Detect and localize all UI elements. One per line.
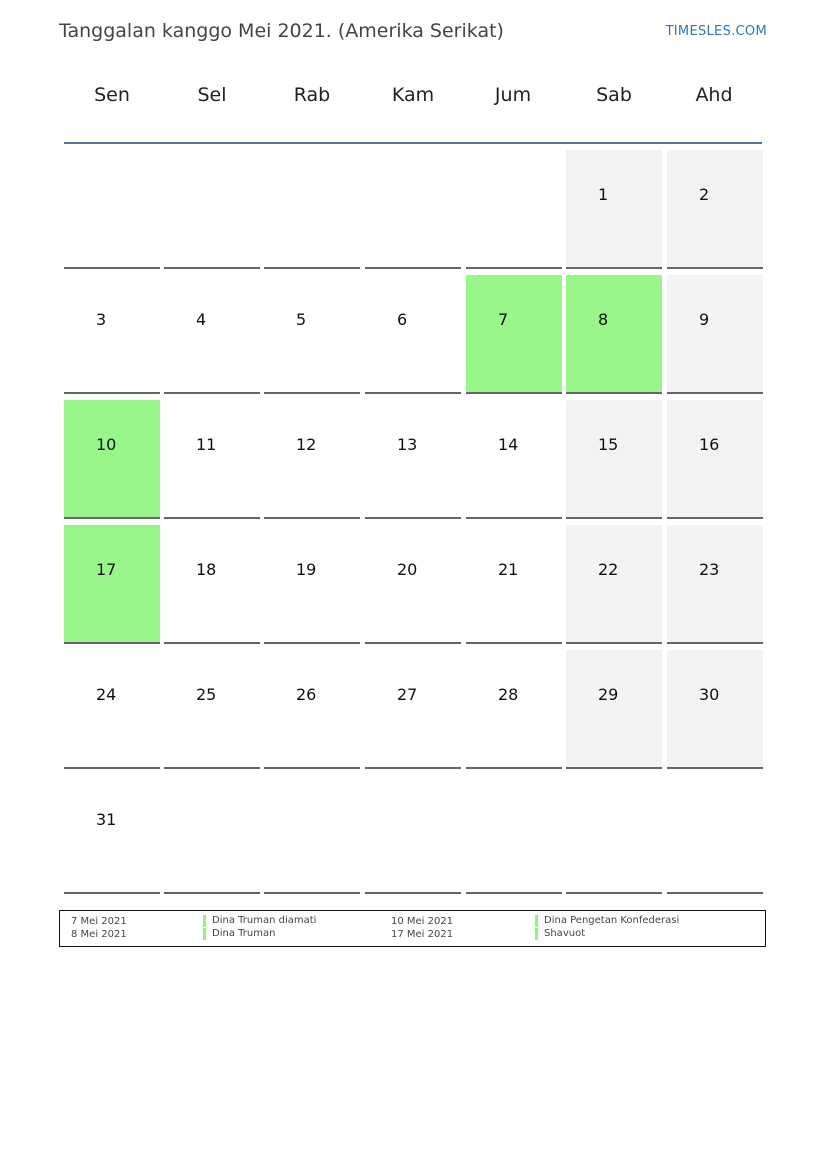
day-number: 11 bbox=[196, 435, 217, 454]
day-cell[interactable] bbox=[667, 275, 763, 394]
day-cell[interactable] bbox=[667, 650, 763, 769]
day-number: 20 bbox=[397, 560, 418, 579]
weekday-label: Kam bbox=[391, 84, 435, 106]
day-cell[interactable] bbox=[566, 400, 662, 519]
empty-day-cell bbox=[264, 775, 360, 894]
day-cell[interactable] bbox=[264, 525, 360, 644]
day-number: 8 bbox=[598, 310, 609, 329]
day-number: 24 bbox=[96, 685, 117, 704]
empty-day-cell bbox=[64, 150, 160, 269]
day-cell[interactable] bbox=[365, 650, 461, 769]
empty-day-cell bbox=[667, 775, 763, 894]
legend-holiday-name: Dina Truman bbox=[203, 928, 275, 940]
day-number: 7 bbox=[498, 310, 509, 329]
empty-day-cell bbox=[466, 775, 562, 894]
day-number: 28 bbox=[498, 685, 519, 704]
day-cell[interactable] bbox=[466, 400, 562, 519]
holiday-legend bbox=[59, 910, 766, 947]
day-number: 2 bbox=[699, 185, 710, 204]
day-cell[interactable] bbox=[164, 400, 260, 519]
day-number: 5 bbox=[296, 310, 307, 329]
day-cell[interactable] bbox=[365, 275, 461, 394]
day-cell[interactable] bbox=[466, 525, 562, 644]
empty-day-cell bbox=[365, 775, 461, 894]
weekday-label: Sel bbox=[197, 84, 227, 106]
empty-day-cell bbox=[164, 775, 260, 894]
day-cell[interactable] bbox=[164, 525, 260, 644]
legend-holiday-name: Dina Truman diamati bbox=[203, 915, 316, 927]
day-cell[interactable] bbox=[164, 275, 260, 394]
day-number: 25 bbox=[196, 685, 217, 704]
empty-day-cell bbox=[566, 775, 662, 894]
day-number: 4 bbox=[196, 310, 207, 329]
day-number: 12 bbox=[296, 435, 317, 454]
day-number: 3 bbox=[96, 310, 107, 329]
day-cell[interactable] bbox=[566, 650, 662, 769]
day-number: 21 bbox=[498, 560, 519, 579]
day-number: 31 bbox=[96, 810, 117, 829]
day-number: 26 bbox=[296, 685, 317, 704]
day-number: 29 bbox=[598, 685, 619, 704]
weekday-label: Sab bbox=[596, 84, 632, 106]
header-divider bbox=[64, 142, 762, 144]
day-cell[interactable] bbox=[64, 400, 160, 519]
day-cell[interactable] bbox=[667, 400, 763, 519]
day-cell[interactable] bbox=[64, 525, 160, 644]
empty-day-cell bbox=[365, 150, 461, 269]
legend-date: 8 Mei 2021 bbox=[71, 929, 127, 940]
day-cell[interactable] bbox=[264, 400, 360, 519]
empty-day-cell bbox=[164, 150, 260, 269]
day-number: 22 bbox=[598, 560, 619, 579]
day-number: 27 bbox=[397, 685, 418, 704]
day-cell[interactable] bbox=[64, 650, 160, 769]
day-number: 15 bbox=[598, 435, 619, 454]
day-number: 10 bbox=[96, 435, 117, 454]
day-cell[interactable] bbox=[365, 400, 461, 519]
weekday-label: Rab bbox=[293, 84, 331, 106]
weekday-label: Ahd bbox=[695, 84, 733, 106]
day-cell[interactable] bbox=[365, 525, 461, 644]
day-number: 1 bbox=[598, 185, 609, 204]
day-cell[interactable] bbox=[466, 650, 562, 769]
day-number: 19 bbox=[296, 560, 317, 579]
day-cell[interactable] bbox=[667, 525, 763, 644]
legend-date: 10 Mei 2021 bbox=[391, 916, 454, 927]
brand-link[interactable]: TIMESLES.COM bbox=[665, 24, 767, 39]
day-cell[interactable] bbox=[164, 650, 260, 769]
day-number: 14 bbox=[498, 435, 519, 454]
day-cell[interactable] bbox=[566, 150, 662, 269]
day-cell[interactable] bbox=[64, 775, 160, 894]
empty-day-cell bbox=[264, 150, 360, 269]
day-cell[interactable] bbox=[667, 150, 763, 269]
weekday-label: Sen bbox=[94, 84, 130, 106]
legend-holiday-name: Dina Pengetan Konfederasi bbox=[535, 915, 679, 927]
weekday-header bbox=[64, 84, 762, 124]
day-number: 18 bbox=[196, 560, 217, 579]
day-number: 13 bbox=[397, 435, 418, 454]
day-cell[interactable] bbox=[466, 275, 562, 394]
day-number: 30 bbox=[699, 685, 720, 704]
day-cell[interactable] bbox=[566, 275, 662, 394]
day-cell[interactable] bbox=[64, 275, 160, 394]
legend-date: 7 Mei 2021 bbox=[71, 916, 127, 927]
weekday-label: Jum bbox=[494, 84, 532, 106]
day-number: 16 bbox=[699, 435, 720, 454]
day-number: 9 bbox=[699, 310, 710, 329]
day-number: 17 bbox=[96, 560, 117, 579]
empty-day-cell bbox=[466, 150, 562, 269]
page-title: Tanggalan kanggo Mei 2021. (Amerika Serikat) bbox=[59, 20, 504, 42]
day-cell[interactable] bbox=[264, 275, 360, 394]
day-number: 6 bbox=[397, 310, 408, 329]
day-cell[interactable] bbox=[566, 525, 662, 644]
day-cell[interactable] bbox=[264, 650, 360, 769]
day-number: 23 bbox=[699, 560, 720, 579]
legend-date: 17 Mei 2021 bbox=[391, 929, 454, 940]
legend-holiday-name: Shavuot bbox=[535, 928, 585, 940]
